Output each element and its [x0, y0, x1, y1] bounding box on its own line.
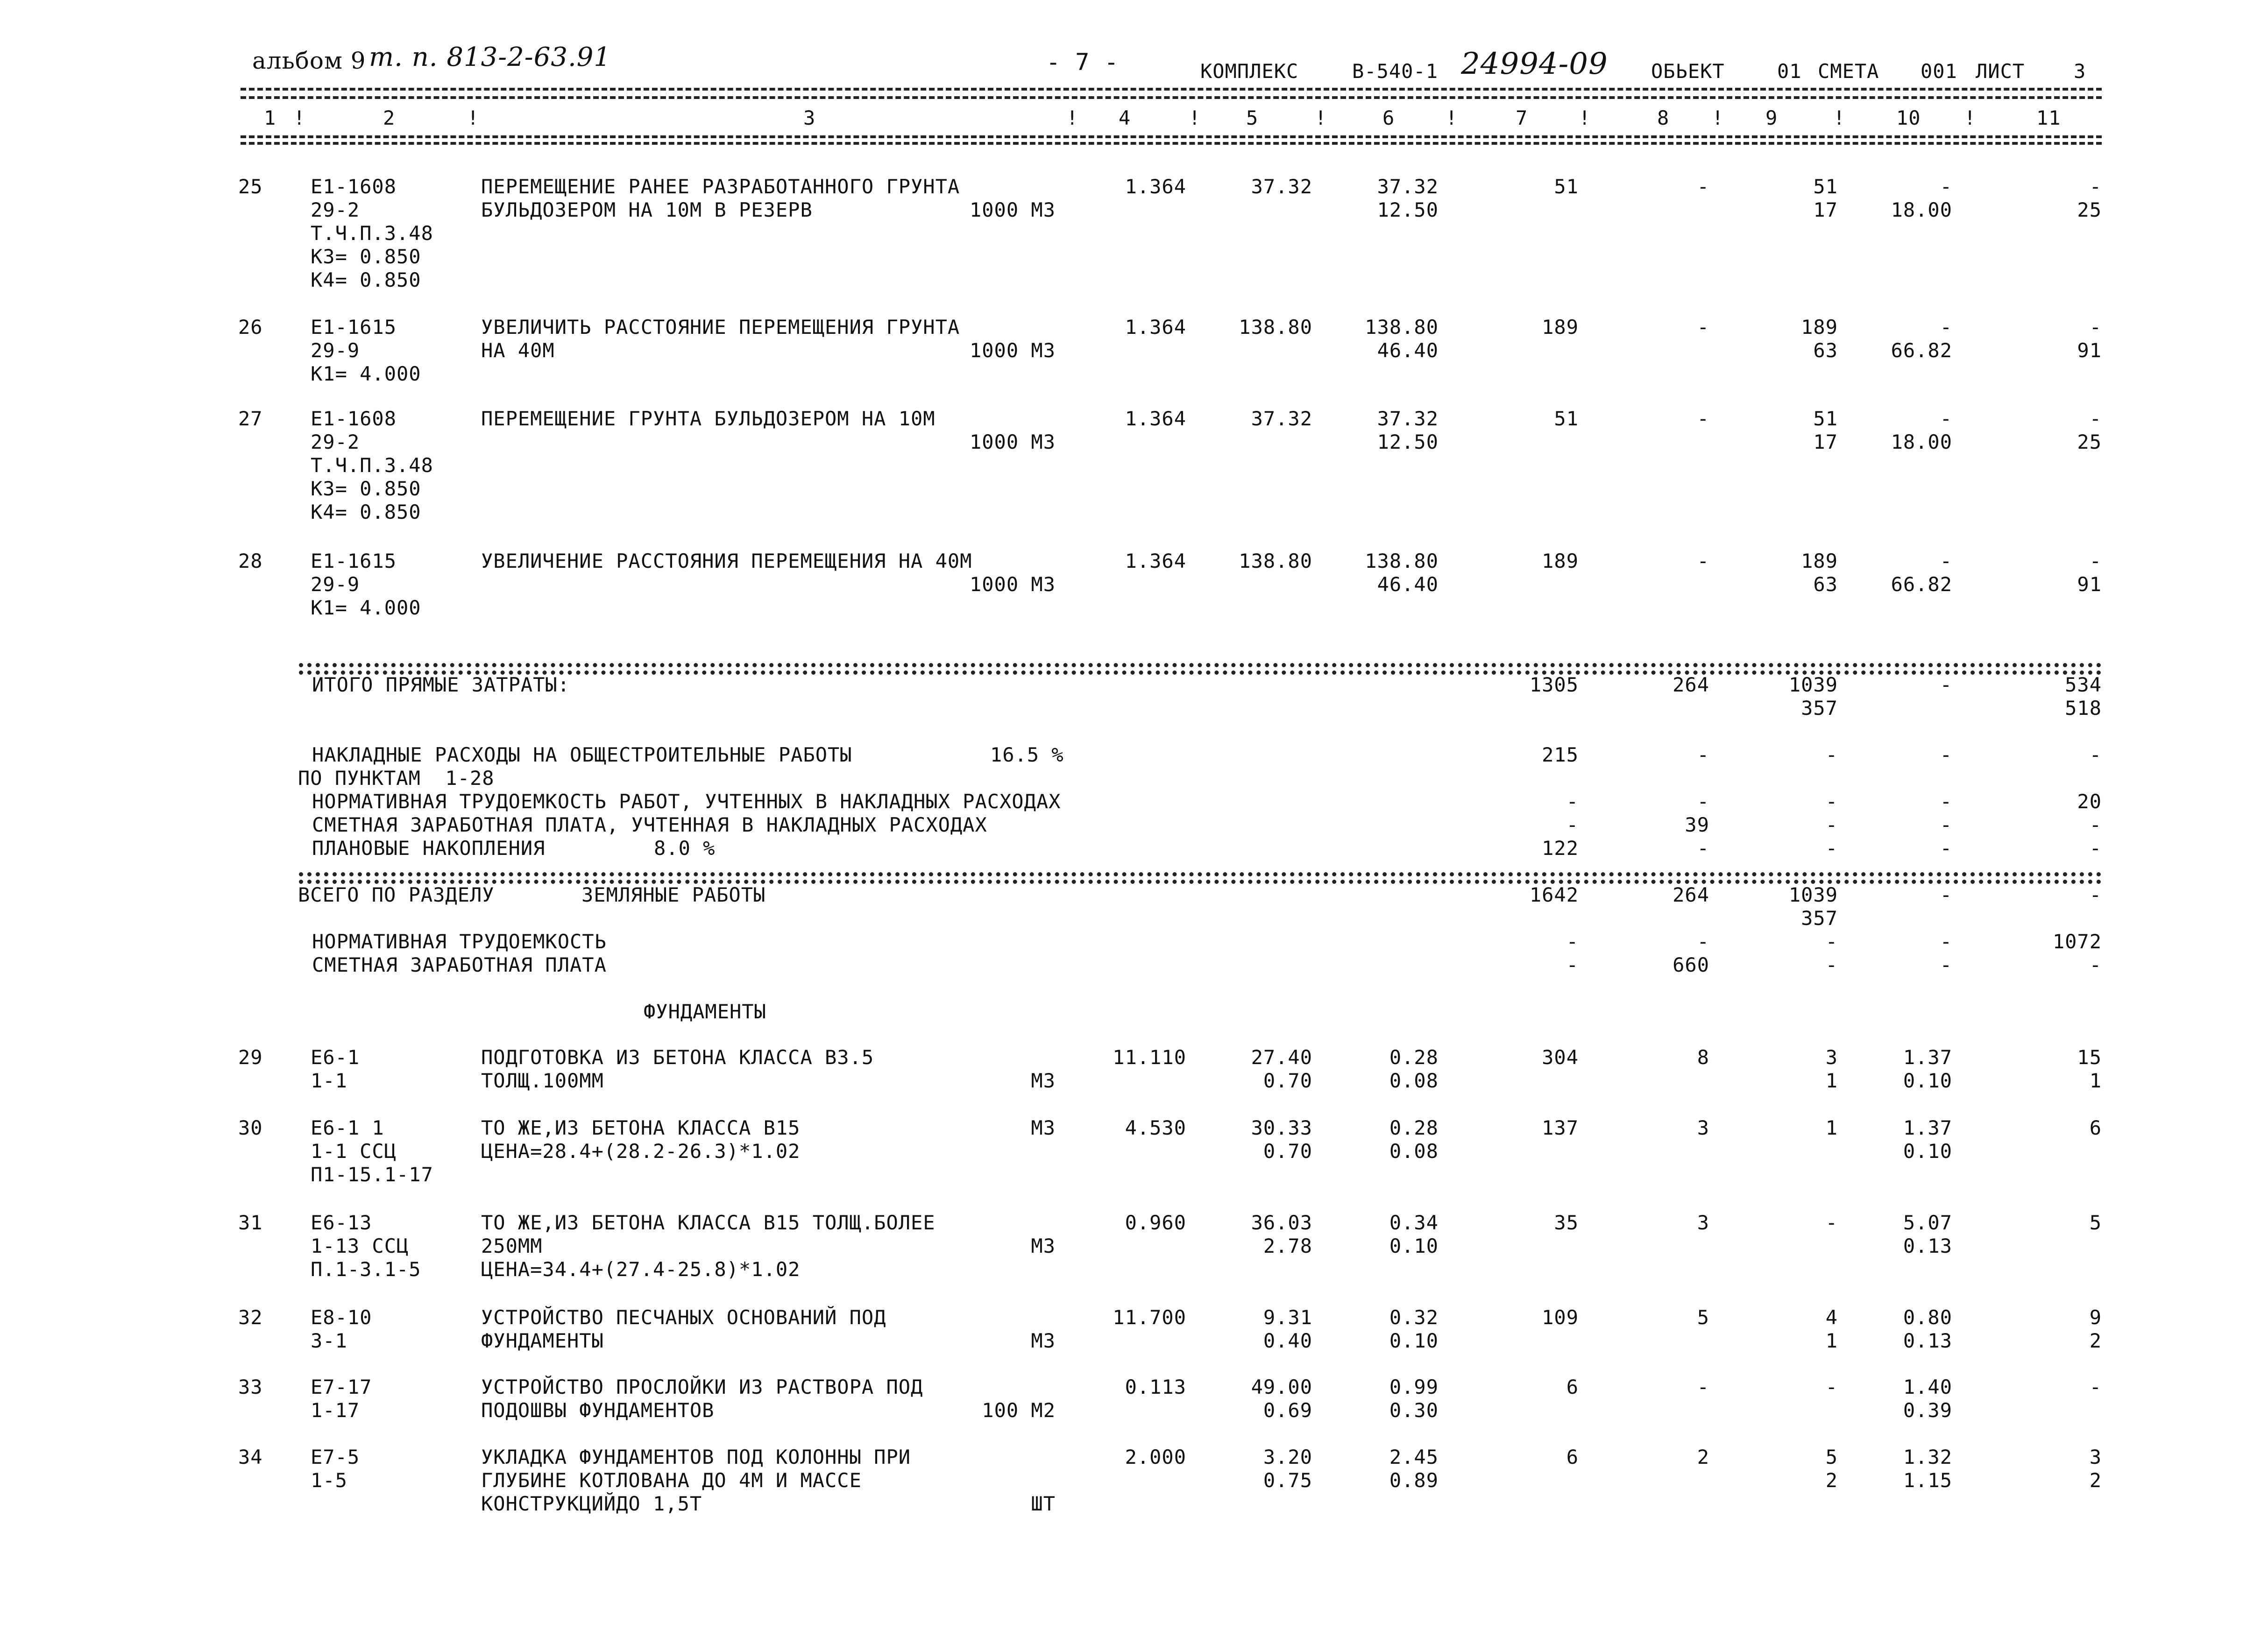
row-total-cost: 6	[1566, 1376, 1579, 1398]
row-labor-unit: 0.39	[1903, 1399, 1952, 1422]
row-unit-cost: 49.00	[1251, 1376, 1312, 1398]
column-separator: !	[1833, 106, 1846, 129]
row-quantity: 4.530	[1125, 1116, 1186, 1139]
overhead-c8: -	[1697, 743, 1709, 766]
section_total-c11: -	[2089, 883, 2102, 906]
row-unit: М3	[1031, 1069, 1056, 1092]
header-rule-top	[241, 88, 2102, 91]
row-machine-cost: 189	[1801, 550, 1838, 572]
row-code: Т.Ч.П.3.48	[311, 222, 433, 245]
itogo-c7: 1305	[1529, 673, 1579, 696]
itogo-c10: -	[1940, 673, 1952, 696]
norm_labor-c8: -	[1697, 790, 1709, 813]
row-description: ТО ЖЕ,ИЗ БЕТОНА КЛАССА В15 ТОЛЩ.БОЛЕЕ	[481, 1211, 936, 1234]
column-header-11: 11	[2036, 106, 2061, 129]
row-unit-wage: 46.40	[1377, 339, 1439, 362]
column-separator: !	[293, 106, 306, 129]
row-total-wage: -	[1697, 1376, 1709, 1398]
row-code: К3= 0.850	[311, 245, 421, 268]
row-description: КОНСТРУКЦИЙДО 1,5Т	[481, 1492, 702, 1515]
column-header-4: 4	[1119, 106, 1131, 129]
row-code: 29-2	[311, 198, 360, 221]
column-header-8: 8	[1657, 106, 1670, 129]
row-description: УКЛАДКА ФУНДАМЕНТОВ ПОД КОЛОННЫ ПРИ	[481, 1446, 911, 1468]
row-labor-unit: 0.13	[1903, 1329, 1952, 1352]
row-total-cost: 137	[1542, 1116, 1579, 1139]
complex-label: КОМПЛЕКС	[1200, 60, 1299, 83]
row-labor-total: 2	[2089, 1469, 2102, 1492]
row-unit: М3	[1031, 1116, 1056, 1139]
row-code: К1= 4.000	[311, 362, 421, 385]
row-labor-unit: -	[1940, 175, 1952, 198]
row-code: 1-5	[311, 1469, 347, 1492]
row-number: 25	[238, 175, 263, 198]
section_wage-c10: -	[1940, 953, 1952, 976]
row-quantity: 1.364	[1125, 550, 1186, 572]
row-unit: 1000 М3	[969, 430, 1056, 453]
dotted-separator-1	[299, 663, 2102, 667]
wage-c10: -	[1940, 813, 1952, 836]
row-labor-total: 1	[2089, 1069, 2102, 1092]
row-code: 1-1 ССЦ	[311, 1140, 397, 1163]
column-header-5: 5	[1246, 106, 1259, 129]
row-number: 27	[238, 407, 263, 430]
row-code: Е6-1	[311, 1046, 360, 1069]
row-machine-cost: 17	[1813, 430, 1838, 453]
row-unit-cost: 0.75	[1263, 1469, 1312, 1492]
row-labor-unit: 0.10	[1903, 1140, 1952, 1163]
row-labor-unit: -	[1940, 550, 1952, 572]
row-labor-unit: 0.80	[1903, 1306, 1952, 1329]
row-description: ТОЛЩ.100ММ	[481, 1069, 604, 1092]
row-labor-total: 91	[2077, 573, 2102, 596]
row-description: ПОДГОТОВКА ИЗ БЕТОНА КЛАССА В3.5	[481, 1046, 874, 1069]
header-rule-bottom	[241, 142, 2102, 145]
row-labor-total: 25	[2077, 198, 2102, 221]
column-header-7: 7	[1516, 106, 1528, 129]
section_labor-c9: -	[1825, 930, 1838, 953]
row-number: 31	[238, 1211, 263, 1234]
section_wage-c11: -	[2089, 953, 2102, 976]
row-description: ГЛУБИНЕ КОТЛОВАНА ДО 4М И МАССЕ	[481, 1469, 862, 1492]
column-separator: !	[1579, 106, 1591, 129]
column-header-1: 1	[264, 106, 276, 129]
wage-c11: -	[2089, 813, 2102, 836]
row-unit-cost: 138.80	[1239, 316, 1312, 339]
row-unit-wage: 138.80	[1365, 550, 1439, 572]
row-unit-wage: 0.10	[1389, 1329, 1439, 1352]
row-code: П.1-3.1-5	[311, 1258, 421, 1281]
overhead-label: НАКЛАДНЫЕ РАСХОДЫ НА ОБЩЕСТРОИТЕЛЬНЫЕ РАБОТЫ	[312, 743, 852, 766]
row-description: ПОДОШВЫ ФУНДАМЕНТОВ	[481, 1399, 715, 1422]
row-total-wage: 5	[1697, 1306, 1709, 1329]
row-unit-cost: 138.80	[1239, 550, 1312, 572]
row-labor-total: -	[2089, 1376, 2102, 1398]
row-unit-cost: 0.70	[1263, 1069, 1312, 1092]
row-unit-wage: 37.32	[1377, 407, 1439, 430]
column-header-10: 10	[1896, 106, 1921, 129]
row-machine-cost: 1	[1825, 1116, 1838, 1139]
overhead-c10: -	[1940, 743, 1952, 766]
row-labor-unit: 18.00	[1891, 198, 1952, 221]
row-labor-total: 6	[2089, 1116, 2102, 1139]
row-number: 34	[238, 1446, 263, 1468]
savings-c9: -	[1825, 837, 1838, 860]
row-machine-cost: 3	[1825, 1046, 1838, 1069]
row-code: 29-9	[311, 573, 360, 596]
row-number: 28	[238, 550, 263, 572]
row-code: Е7-5	[311, 1446, 360, 1468]
itogo-c8: 264	[1673, 673, 1709, 696]
row-number: 30	[238, 1116, 263, 1139]
section-total-label: ВСЕГО ПО РАЗДЕЛУ	[298, 883, 495, 906]
column-header-6: 6	[1382, 106, 1395, 129]
row-code: Е8-10	[311, 1306, 372, 1329]
row-machine-cost: 4	[1825, 1306, 1838, 1329]
row-labor-unit: 66.82	[1891, 573, 1952, 596]
norm-labor-label: НОРМАТИВНАЯ ТРУДОЕМКОСТЬ РАБОТ, УЧТЕННЫХ В НАКЛАДНЫХ РАСХОДАХ	[312, 790, 1061, 813]
row-unit-wage: 0.08	[1389, 1140, 1439, 1163]
row-labor-unit: 0.13	[1903, 1235, 1952, 1257]
row-unit-cost: 0.40	[1263, 1329, 1312, 1352]
row-machine-cost: 5	[1825, 1446, 1838, 1468]
row-description: ПЕРЕМЕЩЕНИЕ РАНЕЕ РАЗРАБОТАННОГО ГРУНТА	[481, 175, 960, 198]
itogo-c11-a: 534	[2065, 673, 2102, 696]
row-unit-cost: 9.31	[1263, 1306, 1312, 1329]
row-unit-wage: 0.30	[1389, 1399, 1439, 1422]
row-quantity: 11.110	[1113, 1046, 1186, 1069]
row-description: УСТРОЙСТВО ПРОСЛОЙКИ ИЗ РАСТВОРА ПОД	[481, 1376, 923, 1398]
row-labor-unit: 0.10	[1903, 1069, 1952, 1092]
row-total-wage: 2	[1697, 1446, 1709, 1468]
row-labor-total: -	[2089, 175, 2102, 198]
row-unit: М3	[1031, 1329, 1056, 1352]
row-unit-cost: 37.32	[1251, 175, 1312, 198]
overhead-c9: -	[1825, 743, 1838, 766]
row-code: Е1-1608	[311, 407, 397, 430]
row-description: ЦЕНА=34.4+(27.4-25.8)*1.02	[481, 1258, 801, 1281]
row-machine-cost: 63	[1813, 573, 1838, 596]
itogo-c11-b: 518	[2065, 697, 2102, 720]
row-description: ЦЕНА=28.4+(28.2-26.3)*1.02	[481, 1140, 801, 1163]
row-total-cost: 51	[1554, 407, 1579, 430]
sheet-number: 3	[2074, 60, 2086, 83]
row-code: 1-13 ССЦ	[311, 1235, 409, 1257]
section-name: ЗЕМЛЯНЫЕ РАБОТЫ	[581, 883, 766, 906]
row-labor-total: -	[2089, 407, 2102, 430]
row-total-wage: 3	[1697, 1116, 1709, 1139]
row-labor-unit: 1.37	[1903, 1116, 1952, 1139]
row-unit: 1000 М3	[969, 573, 1056, 596]
row-labor-unit: 1.15	[1903, 1469, 1952, 1492]
section_wage-c7: -	[1566, 953, 1579, 976]
row-unit: 100 М2	[982, 1399, 1056, 1422]
row-quantity: 11.700	[1113, 1306, 1186, 1329]
section_total-c9: 1039	[1788, 883, 1838, 906]
column-separator: !	[1315, 106, 1327, 129]
overhead-items-label: ПО ПУНКТАМ 1-28	[298, 767, 495, 790]
album-code: т. п. 813-2-63.91	[369, 42, 611, 72]
sheet-label: ЛИСТ	[1976, 60, 2025, 83]
row-unit-wage: 0.89	[1389, 1469, 1439, 1492]
row-unit-wage: 2.45	[1389, 1446, 1439, 1468]
row-code: П1-15.1-17	[311, 1163, 433, 1186]
wage-c9: -	[1825, 813, 1838, 836]
row-machine-cost: 189	[1801, 316, 1838, 339]
row-code: К1= 4.000	[311, 596, 421, 619]
row-number: 26	[238, 316, 263, 339]
row-code: Е1-1608	[311, 175, 397, 198]
itogo-c9-b: 357	[1801, 697, 1838, 720]
row-total-cost: 304	[1542, 1046, 1579, 1069]
column-header-9: 9	[1765, 106, 1778, 129]
row-code: Е7-17	[311, 1376, 372, 1398]
row-labor-unit: -	[1940, 407, 1952, 430]
row-code: 29-2	[311, 430, 360, 453]
section_labor-c10: -	[1940, 930, 1952, 953]
row-number: 33	[238, 1376, 263, 1398]
row-code: Т.Ч.П.3.48	[311, 454, 433, 477]
row-unit-wage: 0.34	[1389, 1211, 1439, 1234]
row-unit: ШТ	[1031, 1492, 1056, 1515]
row-unit: 1000 М3	[969, 198, 1056, 221]
row-description: ТО ЖЕ,ИЗ БЕТОНА КЛАССА В15	[481, 1116, 801, 1139]
row-description: УСТРОЙСТВО ПЕСЧАНЫХ ОСНОВАНИЙ ПОД	[481, 1306, 886, 1329]
column-header-3: 3	[803, 106, 816, 129]
row-unit-wage: 0.99	[1389, 1376, 1439, 1398]
column-separator: !	[1964, 106, 1977, 129]
row-unit-cost: 3.20	[1263, 1446, 1312, 1468]
row-unit-wage: 0.10	[1389, 1235, 1439, 1257]
section_labor-c11: 1072	[2052, 930, 2102, 953]
section_labor-c8: -	[1697, 930, 1709, 953]
row-machine-cost: 51	[1813, 175, 1838, 198]
complex-number: 24994-09	[1461, 47, 1608, 81]
row-unit-wage: 0.08	[1389, 1069, 1439, 1092]
row-unit-wage: 138.80	[1365, 316, 1439, 339]
row-labor-unit: 5.07	[1903, 1211, 1952, 1234]
row-total-wage: -	[1697, 407, 1709, 430]
row-machine-cost: -	[1825, 1376, 1838, 1398]
header-rule-2	[241, 96, 2102, 99]
row-code: Е6-13	[311, 1211, 372, 1234]
row-unit-wage: 37.32	[1377, 175, 1439, 198]
column-header-2: 2	[383, 106, 396, 129]
row-machine-cost: 63	[1813, 339, 1838, 362]
row-description: УВЕЛИЧИТЬ РАССТОЯНИЕ ПЕРЕМЕЩЕНИЯ ГРУНТА	[481, 316, 960, 339]
row-total-cost: 35	[1554, 1211, 1579, 1234]
smeta-label: СМЕТА	[1818, 60, 1879, 83]
row-quantity: 1.364	[1125, 407, 1186, 430]
row-quantity: 0.960	[1125, 1211, 1186, 1234]
row-labor-unit: 1.32	[1903, 1446, 1952, 1468]
row-description: ФУНДАМЕНТЫ	[481, 1329, 604, 1352]
row-unit-cost: 30.33	[1251, 1116, 1312, 1139]
section-labor-label: НОРМАТИВНАЯ ТРУДОЕМКОСТЬ	[312, 930, 607, 953]
row-total-wage: 3	[1697, 1211, 1709, 1234]
row-code: Е6-1 1	[311, 1116, 384, 1139]
row-unit-cost: 0.69	[1263, 1399, 1312, 1422]
section_wage-c8: 660	[1673, 953, 1709, 976]
overhead-pct: 16.5 %	[990, 743, 1064, 766]
savings-label: ПЛАНОВЫЕ НАКОПЛЕНИЯ	[312, 837, 546, 860]
row-quantity: 2.000	[1125, 1446, 1186, 1468]
row-labor-total: 5	[2089, 1211, 2102, 1234]
row-unit-cost: 37.32	[1251, 407, 1312, 430]
row-code: 29-9	[311, 339, 360, 362]
row-machine-cost: -	[1825, 1211, 1838, 1234]
row-machine-cost: 1	[1825, 1069, 1838, 1092]
itogo-label: ИТОГО ПРЯМЫЕ ЗАТРАТЫ:	[312, 673, 570, 696]
row-unit-wage: 0.28	[1389, 1116, 1439, 1139]
page-marker: - 7 -	[1046, 49, 1119, 76]
row-unit: М3	[1031, 1235, 1056, 1257]
overhead-c7: 215	[1542, 743, 1579, 766]
row-labor-total: 91	[2077, 339, 2102, 362]
row-labor-unit: -	[1940, 316, 1952, 339]
row-unit-cost: 27.40	[1251, 1046, 1312, 1069]
norm_labor-c7: -	[1566, 790, 1579, 813]
row-labor-total: 15	[2077, 1046, 2102, 1069]
section_total-c7: 1642	[1529, 883, 1579, 906]
row-total-cost: 109	[1542, 1306, 1579, 1329]
column-separator: !	[1712, 106, 1724, 129]
row-code: К3= 0.850	[311, 477, 421, 500]
wage-c7: -	[1566, 813, 1579, 836]
row-code: 1-1	[311, 1069, 347, 1092]
norm_labor-c11: 20	[2077, 790, 2102, 813]
row-description: БУЛЬДОЗЕРОМ НА 10М В РЕЗЕРВ	[481, 198, 813, 221]
norm_labor-c9: -	[1825, 790, 1838, 813]
row-labor-total: 3	[2089, 1446, 2102, 1468]
dotted-separator-4	[299, 880, 2102, 884]
album-label: альбом 9	[252, 47, 366, 74]
column-separator: !	[467, 106, 480, 129]
norm_labor-c10: -	[1940, 790, 1952, 813]
column-separator: !	[1446, 106, 1458, 129]
row-total-cost: 6	[1566, 1446, 1579, 1468]
row-quantity: 1.364	[1125, 316, 1186, 339]
row-total-wage: -	[1697, 175, 1709, 198]
dotted-separator-3	[299, 872, 2102, 876]
section-wage-label: СМЕТНАЯ ЗАРАБОТНАЯ ПЛАТА	[312, 953, 607, 976]
row-unit-wage: 12.50	[1377, 430, 1439, 453]
row-code: 1-17	[311, 1399, 360, 1422]
row-labor-total: 9	[2089, 1306, 2102, 1329]
complex-code: В-540-1	[1352, 60, 1439, 83]
smeta-number: 001	[1921, 60, 1957, 83]
row-code: К4= 0.850	[311, 501, 421, 523]
row-quantity: 1.364	[1125, 175, 1186, 198]
row-machine-cost: 17	[1813, 198, 1838, 221]
row-total-cost: 189	[1542, 316, 1579, 339]
wage-label: СМЕТНАЯ ЗАРАБОТНАЯ ПЛАТА, УЧТЕННАЯ В НАКЛАДНЫХ РАСХОДАХ	[312, 813, 987, 836]
object-label: ОБЬЕКТ	[1651, 60, 1725, 83]
row-labor-total: -	[2089, 550, 2102, 572]
row-description: ПЕРЕМЕЩЕНИЕ ГРУНТА БУЛЬДОЗЕРОМ НА 10М	[481, 407, 936, 430]
savings-c7: 122	[1542, 837, 1579, 860]
savings-c8: -	[1697, 837, 1709, 860]
row-total-cost: 189	[1542, 550, 1579, 572]
savings-pct: 8.0 %	[654, 837, 716, 860]
column-separator: !	[1189, 106, 1201, 129]
overhead-c11: -	[2089, 743, 2102, 766]
row-code: Е1-1615	[311, 550, 397, 572]
row-unit-wage: 0.32	[1389, 1306, 1439, 1329]
row-unit: 1000 М3	[969, 339, 1056, 362]
row-unit-cost: 0.70	[1263, 1140, 1312, 1163]
row-description: НА 40М	[481, 339, 555, 362]
itogo-c9-a: 1039	[1788, 673, 1838, 696]
row-labor-unit: 1.37	[1903, 1046, 1952, 1069]
savings-c10: -	[1940, 837, 1952, 860]
row-total-wage: 8	[1697, 1046, 1709, 1069]
section_wage-c9: -	[1825, 953, 1838, 976]
section_labor-c7: -	[1566, 930, 1579, 953]
row-labor-total: -	[2089, 316, 2102, 339]
savings-c11: -	[2089, 837, 2102, 860]
section-title-foundations: ФУНДАМЕНТЫ	[644, 1000, 766, 1023]
row-code: К4= 0.850	[311, 268, 421, 291]
object-number: 01	[1777, 60, 1802, 83]
row-total-wage: -	[1697, 316, 1709, 339]
row-code: 3-1	[311, 1329, 347, 1352]
row-labor-unit: 1.40	[1903, 1376, 1952, 1398]
row-unit-wage: 46.40	[1377, 573, 1439, 596]
row-unit-wage: 12.50	[1377, 198, 1439, 221]
row-number: 32	[238, 1306, 263, 1329]
row-quantity: 0.113	[1125, 1376, 1186, 1398]
header-rule-3	[241, 135, 2102, 138]
section_total-c9: 357	[1801, 907, 1838, 930]
row-code: Е1-1615	[311, 316, 397, 339]
row-labor-total: 2	[2089, 1329, 2102, 1352]
row-unit-cost: 36.03	[1251, 1211, 1312, 1234]
column-separator: !	[1066, 106, 1079, 129]
row-labor-unit: 66.82	[1891, 339, 1952, 362]
row-description: 250ММ	[481, 1235, 543, 1257]
row-unit-cost: 2.78	[1263, 1235, 1312, 1257]
row-labor-total: 25	[2077, 430, 2102, 453]
row-total-wage: -	[1697, 550, 1709, 572]
row-total-cost: 51	[1554, 175, 1579, 198]
section_total-c10: -	[1940, 883, 1952, 906]
row-number: 29	[238, 1046, 263, 1069]
section_total-c8: 264	[1673, 883, 1709, 906]
row-machine-cost: 51	[1813, 407, 1838, 430]
wage-c8: 39	[1685, 813, 1709, 836]
row-description: УВЕЛИЧЕНИЕ РАССТОЯНИЯ ПЕРЕМЕЩЕНИЯ НА 40М	[481, 550, 972, 572]
row-labor-unit: 18.00	[1891, 430, 1952, 453]
row-machine-cost: 2	[1825, 1469, 1838, 1492]
row-machine-cost: 1	[1825, 1329, 1838, 1352]
row-unit-wage: 0.28	[1389, 1046, 1439, 1069]
